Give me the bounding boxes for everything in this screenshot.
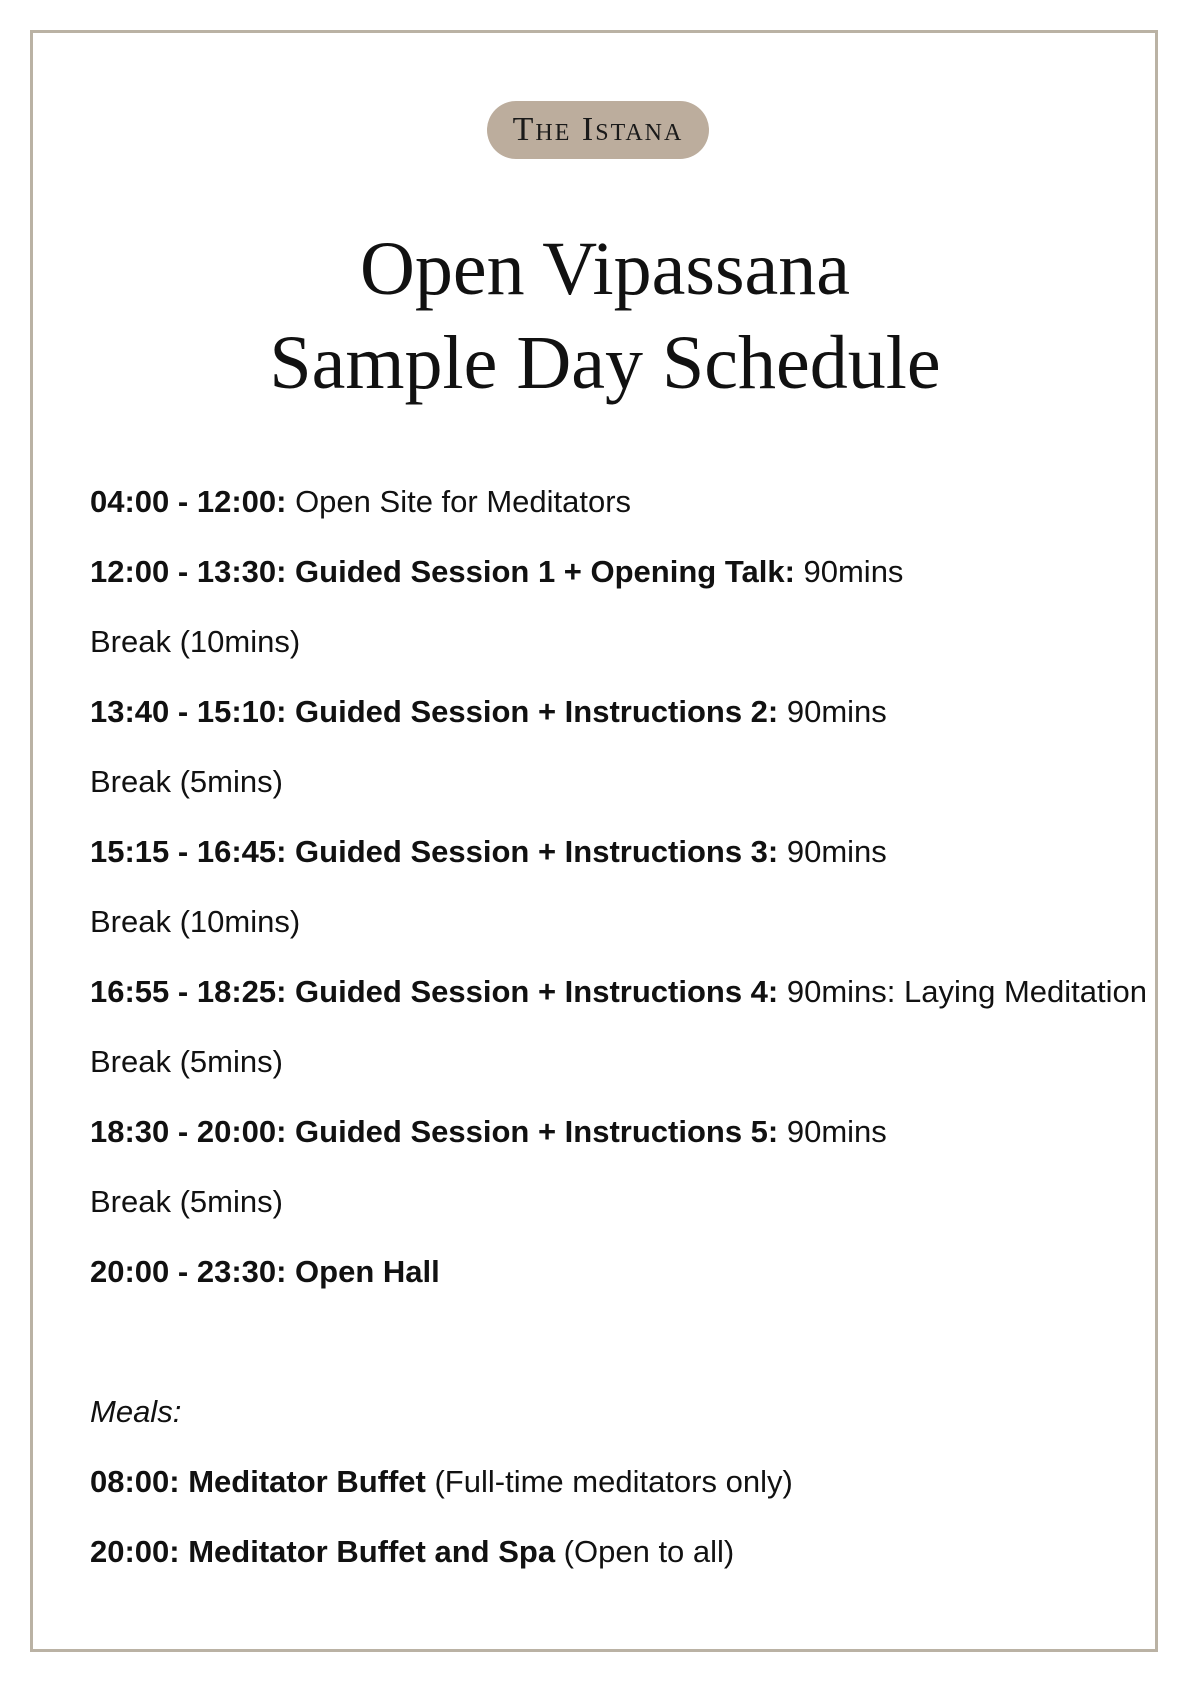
schedule-time: 16:55 - 18:25: Guided Session + Instructions 4: <box>90 974 779 1009</box>
schedule-detail: 90mins <box>794 554 904 589</box>
schedule-time: 12:00 - 13:30: Guided Session 1 + Opening Talk: <box>90 554 795 589</box>
schedule-break <box>90 1178 1160 1248</box>
schedule-detail: Break (10mins) <box>90 624 301 659</box>
schedule-break <box>90 758 1160 828</box>
schedule-time: 15:15 - 16:45: Guided Session + Instructions 3: <box>90 834 779 869</box>
meal-item <box>90 1458 1160 1528</box>
schedule-break <box>90 1038 1160 1108</box>
title-line-1: Open Vipassana <box>359 227 851 311</box>
schedule-detail: 90mins <box>778 834 887 869</box>
schedule-detail: Break (10mins) <box>90 904 301 939</box>
schedule-detail: 90mins <box>778 1114 887 1149</box>
meal-item <box>90 1528 1160 1598</box>
schedule-break <box>90 618 1160 688</box>
schedule-detail: Open Site for Meditators <box>286 484 632 519</box>
istana-logo <box>487 101 709 159</box>
schedule-detail: Break (5mins) <box>90 1044 283 1079</box>
schedule-item <box>90 968 1160 1038</box>
title-line-2: Sample Day Schedule <box>269 321 941 405</box>
schedule-item <box>90 1108 1160 1178</box>
meal-time: 08:00: Meditator Buffet <box>90 1464 426 1499</box>
schedule-list <box>90 478 1160 1598</box>
meal-detail: (Full-time meditators only) <box>425 1464 793 1499</box>
logo-text: The Istana <box>512 111 684 148</box>
schedule-item <box>90 688 1160 758</box>
schedule-item <box>90 1248 1160 1318</box>
meal-detail: (Open to all) <box>555 1534 735 1569</box>
schedule-detail: 90mins: Laying Meditation <box>778 974 1148 1009</box>
schedule-item <box>90 828 1160 898</box>
schedule-detail: Break (5mins) <box>90 764 283 799</box>
meal-time: 20:00: Meditator Buffet and Spa <box>90 1534 556 1569</box>
schedule-time: 13:40 - 15:10: Guided Session + Instructions 2: <box>90 694 779 729</box>
schedule-item <box>90 548 1160 618</box>
schedule-item <box>90 478 1160 548</box>
schedule-break <box>90 898 1160 968</box>
page-title <box>0 222 1192 410</box>
schedule-time: 20:00 - 23:30: Open Hall <box>90 1254 440 1289</box>
meals-heading: Meals: <box>90 1394 182 1429</box>
schedule-detail: Break (5mins) <box>90 1184 283 1219</box>
schedule-detail: 90mins <box>778 694 887 729</box>
schedule-time: 18:30 - 20:00: Guided Session + Instructions 5: <box>90 1114 779 1149</box>
section-spacer <box>90 1318 1160 1388</box>
schedule-time: 04:00 - 12:00: <box>90 484 287 519</box>
